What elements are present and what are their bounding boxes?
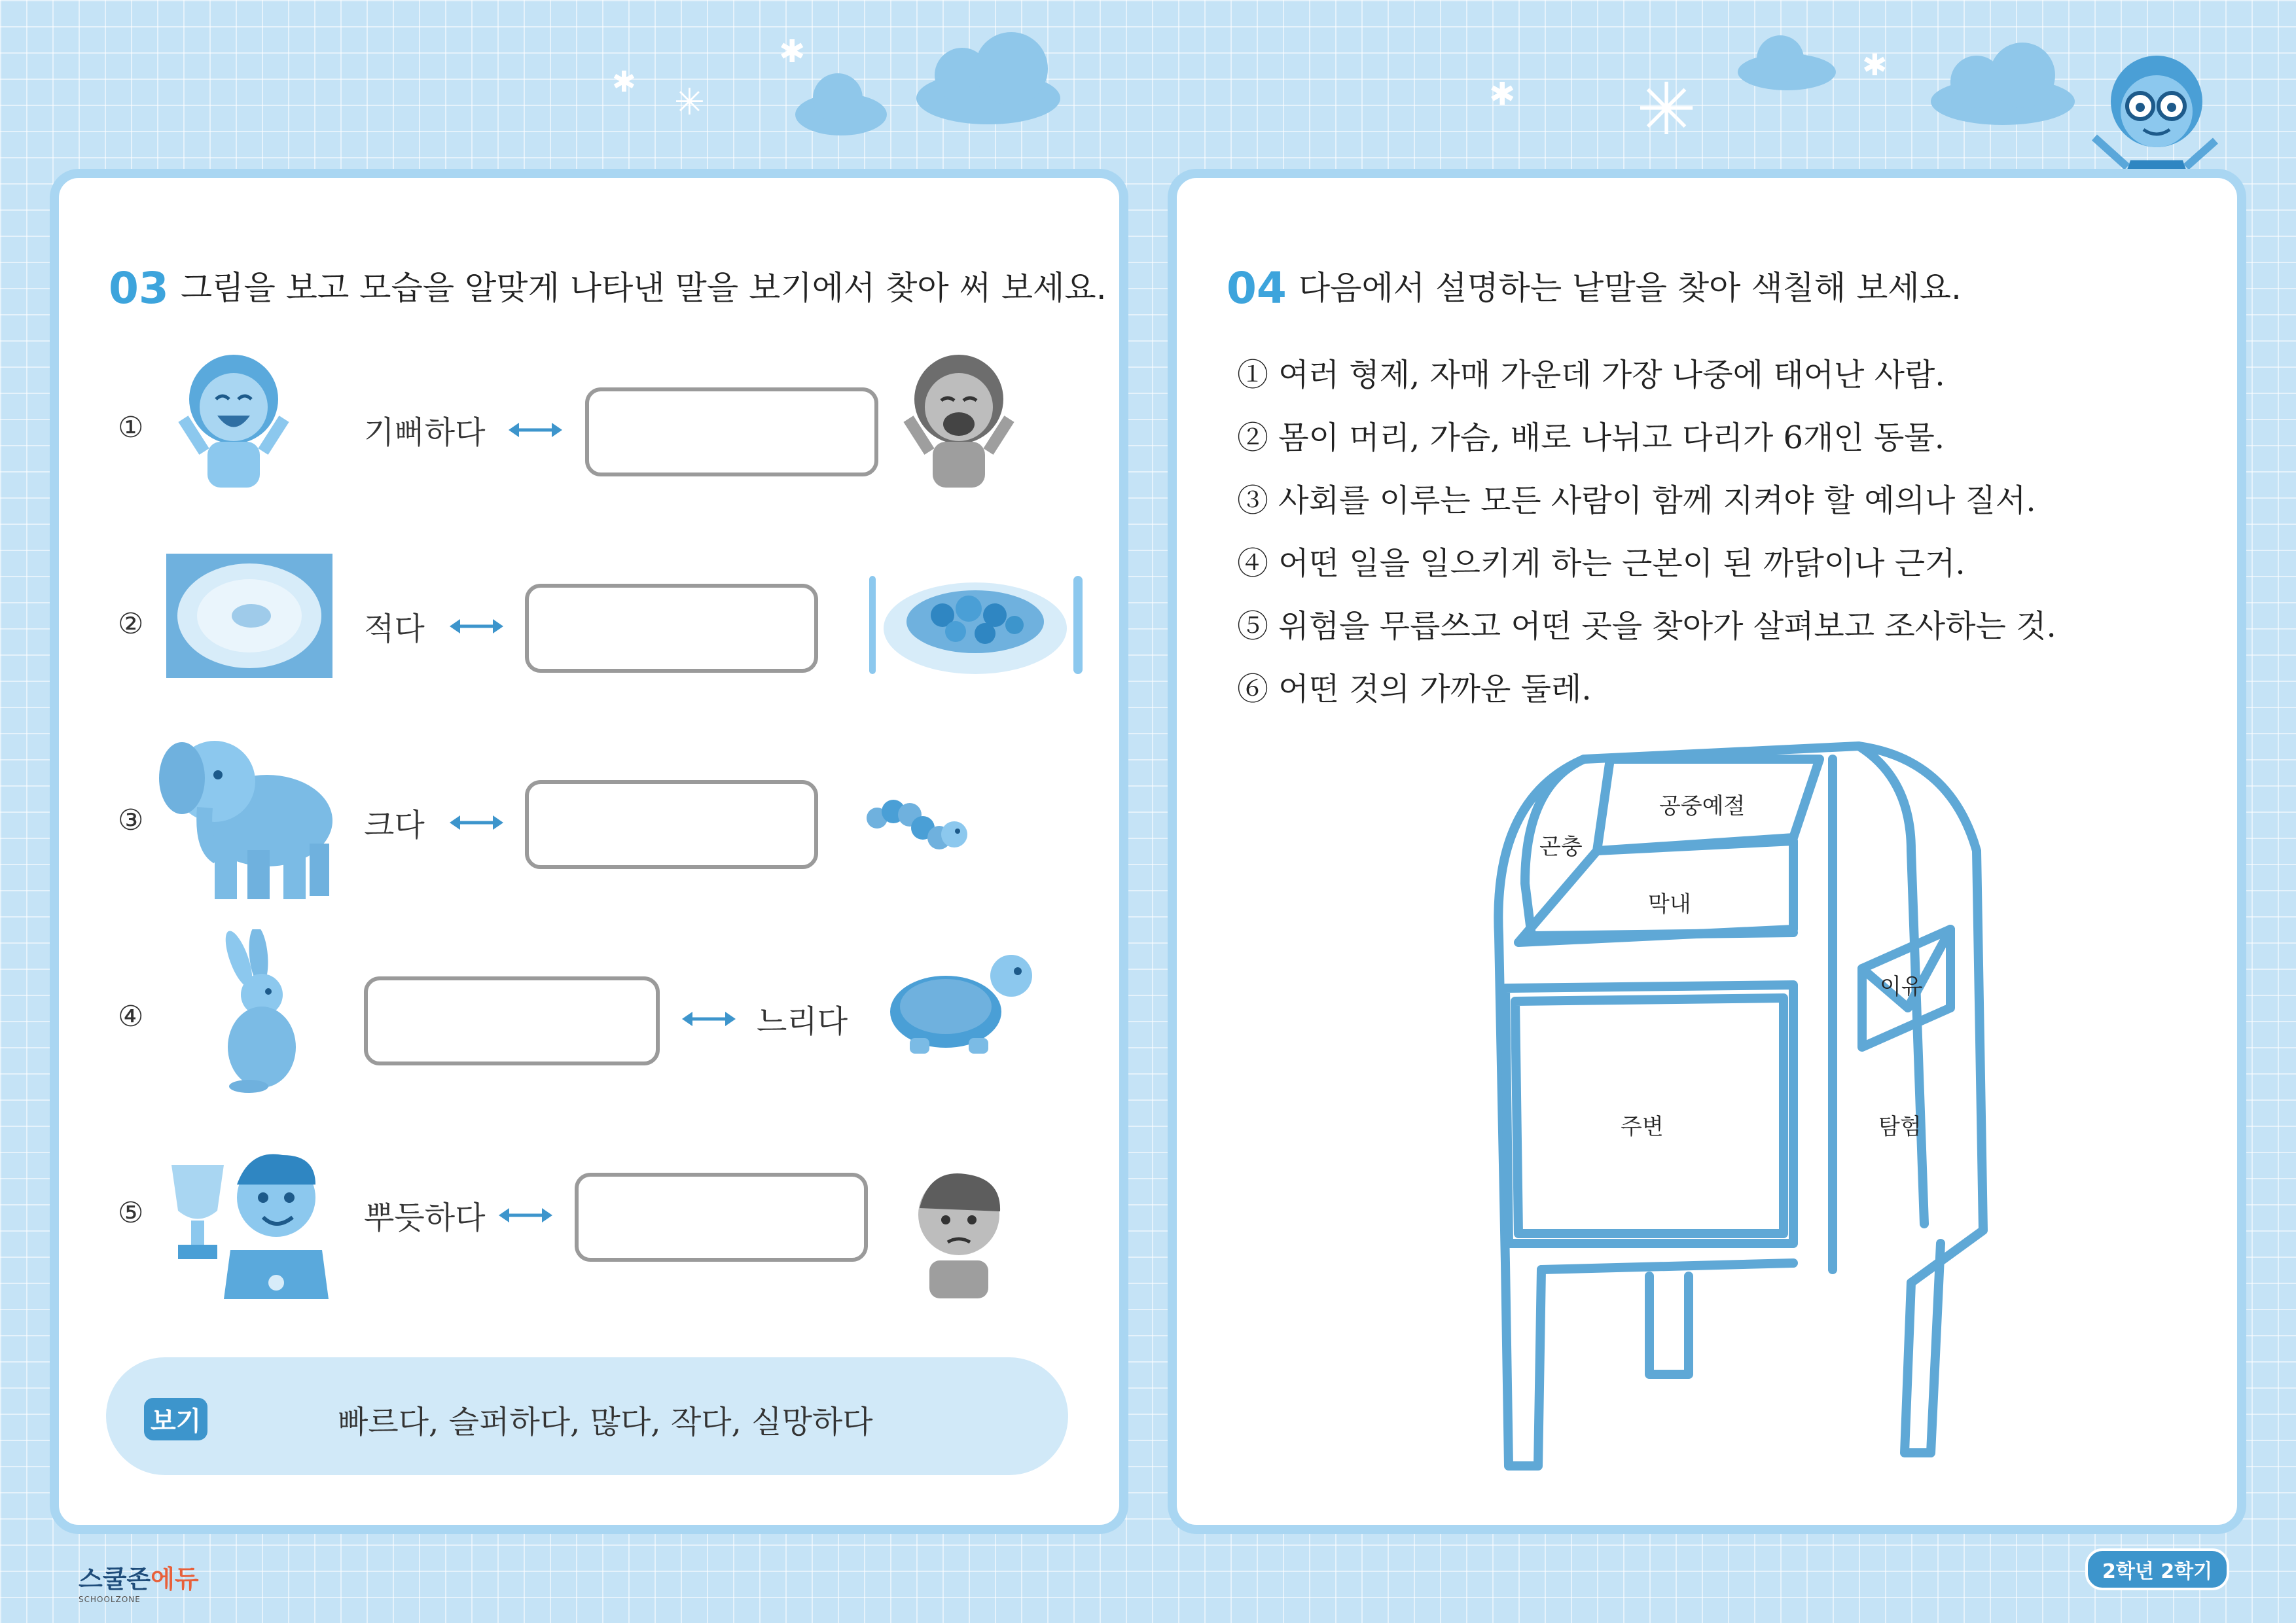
snowflake-icon: ✱ xyxy=(1862,47,1888,82)
clue-item: ① 여러 형제, 자매 가운데 가장 나중에 태어난 사람. xyxy=(1237,357,1945,393)
question-text: 다음에서 설명하는 낱말을 찾아 색칠해 보세요. xyxy=(1298,269,1962,307)
empty-plate-icon xyxy=(166,554,332,678)
question-03-title xyxy=(109,262,1107,313)
question-number: 04 xyxy=(1227,263,1287,313)
double-arrow-icon xyxy=(507,419,564,441)
row-number: ① xyxy=(118,411,144,444)
caterpillar-icon xyxy=(857,779,969,864)
mailbox-word-surroundings[interactable]: 주변 xyxy=(1621,1114,1664,1140)
publisher-logo xyxy=(79,1559,199,1604)
word-slow: 느리다 xyxy=(757,1003,848,1040)
mailbox-word-insect[interactable]: 곤충 xyxy=(1539,834,1583,860)
row-number: ④ xyxy=(118,1000,144,1033)
rabbit-icon xyxy=(209,929,308,1093)
clue-item: ⑥ 어떤 것의 가까운 둘레. xyxy=(1237,671,1592,707)
example-words: 빠르다, 슬퍼하다, 많다, 작다, 실망하다 xyxy=(338,1404,873,1440)
cloud-icon xyxy=(1738,35,1836,90)
word-proud: 뿌듯하다 xyxy=(364,1200,486,1236)
snowflake-icon: ✳ xyxy=(1636,67,1697,151)
cloud-icon xyxy=(1931,43,2075,125)
logo-main-text: 스쿨존 xyxy=(79,1565,151,1594)
answer-box-4[interactable] xyxy=(364,976,660,1065)
row-number: ② xyxy=(118,607,144,641)
mailbox-word-reason[interactable]: 이유 xyxy=(1880,974,1923,1000)
clue-item: ③ 사회를 이루는 모든 사람이 함께 지켜야 할 예의나 질서. xyxy=(1237,482,2036,519)
happy-girl-icon xyxy=(178,347,289,491)
snowflake-icon: ✱ xyxy=(779,33,806,70)
word-joyful: 기뻐하다 xyxy=(364,414,486,451)
full-plate-icon xyxy=(851,563,1100,681)
snowflake-icon: ✳ xyxy=(674,81,705,124)
mailbox-word-exploration[interactable]: 탐험 xyxy=(1878,1114,1922,1140)
answer-box-3[interactable] xyxy=(525,780,818,869)
question-number: 03 xyxy=(109,263,169,313)
clue-item: ④ 어떤 일을 일으키게 하는 근본이 된 까닭이나 근거. xyxy=(1237,545,1965,582)
logo-accent-text: 에듀 xyxy=(151,1565,199,1594)
double-arrow-icon xyxy=(681,1008,737,1030)
cloud-icon xyxy=(916,32,1060,124)
word-big: 크다 xyxy=(364,807,425,844)
mailbox-word-youngest[interactable]: 막내 xyxy=(1648,891,1691,918)
snowflake-icon: ✱ xyxy=(612,65,636,99)
elephant-icon xyxy=(156,716,352,906)
word-few: 적다 xyxy=(364,611,425,647)
example-label-badge: 보기 xyxy=(144,1398,207,1440)
turtle-icon xyxy=(884,946,1034,1058)
crying-girl-icon xyxy=(903,347,1014,491)
double-arrow-icon xyxy=(448,812,505,834)
logo-sub-text: SCHOOLZONE xyxy=(79,1595,141,1604)
answer-box-1[interactable] xyxy=(585,387,878,476)
row-number: ③ xyxy=(118,804,144,837)
sad-boy-icon xyxy=(903,1162,1014,1300)
row-number: ⑤ xyxy=(118,1196,144,1230)
double-arrow-icon xyxy=(448,615,505,637)
answer-box-5[interactable] xyxy=(575,1173,868,1262)
sky-decoration xyxy=(0,0,2296,170)
question-04-title xyxy=(1227,262,1962,313)
answer-box-2[interactable] xyxy=(525,584,818,673)
proud-boy-trophy-icon xyxy=(152,1119,348,1302)
clue-item: ② 몸이 머리, 가슴, 배로 나뉘고 다리가 6개인 동물. xyxy=(1237,419,1945,456)
snowflake-icon: ✱ xyxy=(1489,76,1516,113)
clue-item: ⑤ 위험을 무릅쓰고 어떤 곳을 찾아가 살펴보고 조사하는 것. xyxy=(1237,608,2056,645)
double-arrow-icon xyxy=(497,1204,554,1226)
mailbox-word-etiquette[interactable]: 공중예절 xyxy=(1659,793,1746,819)
question-text: 그림을 보고 모습을 알맞게 나타낸 말을 보기에서 찾아 써 보세요. xyxy=(180,269,1107,307)
cloud-icon xyxy=(795,73,887,135)
grade-badge: 2학년 2학기 xyxy=(2085,1548,2229,1590)
